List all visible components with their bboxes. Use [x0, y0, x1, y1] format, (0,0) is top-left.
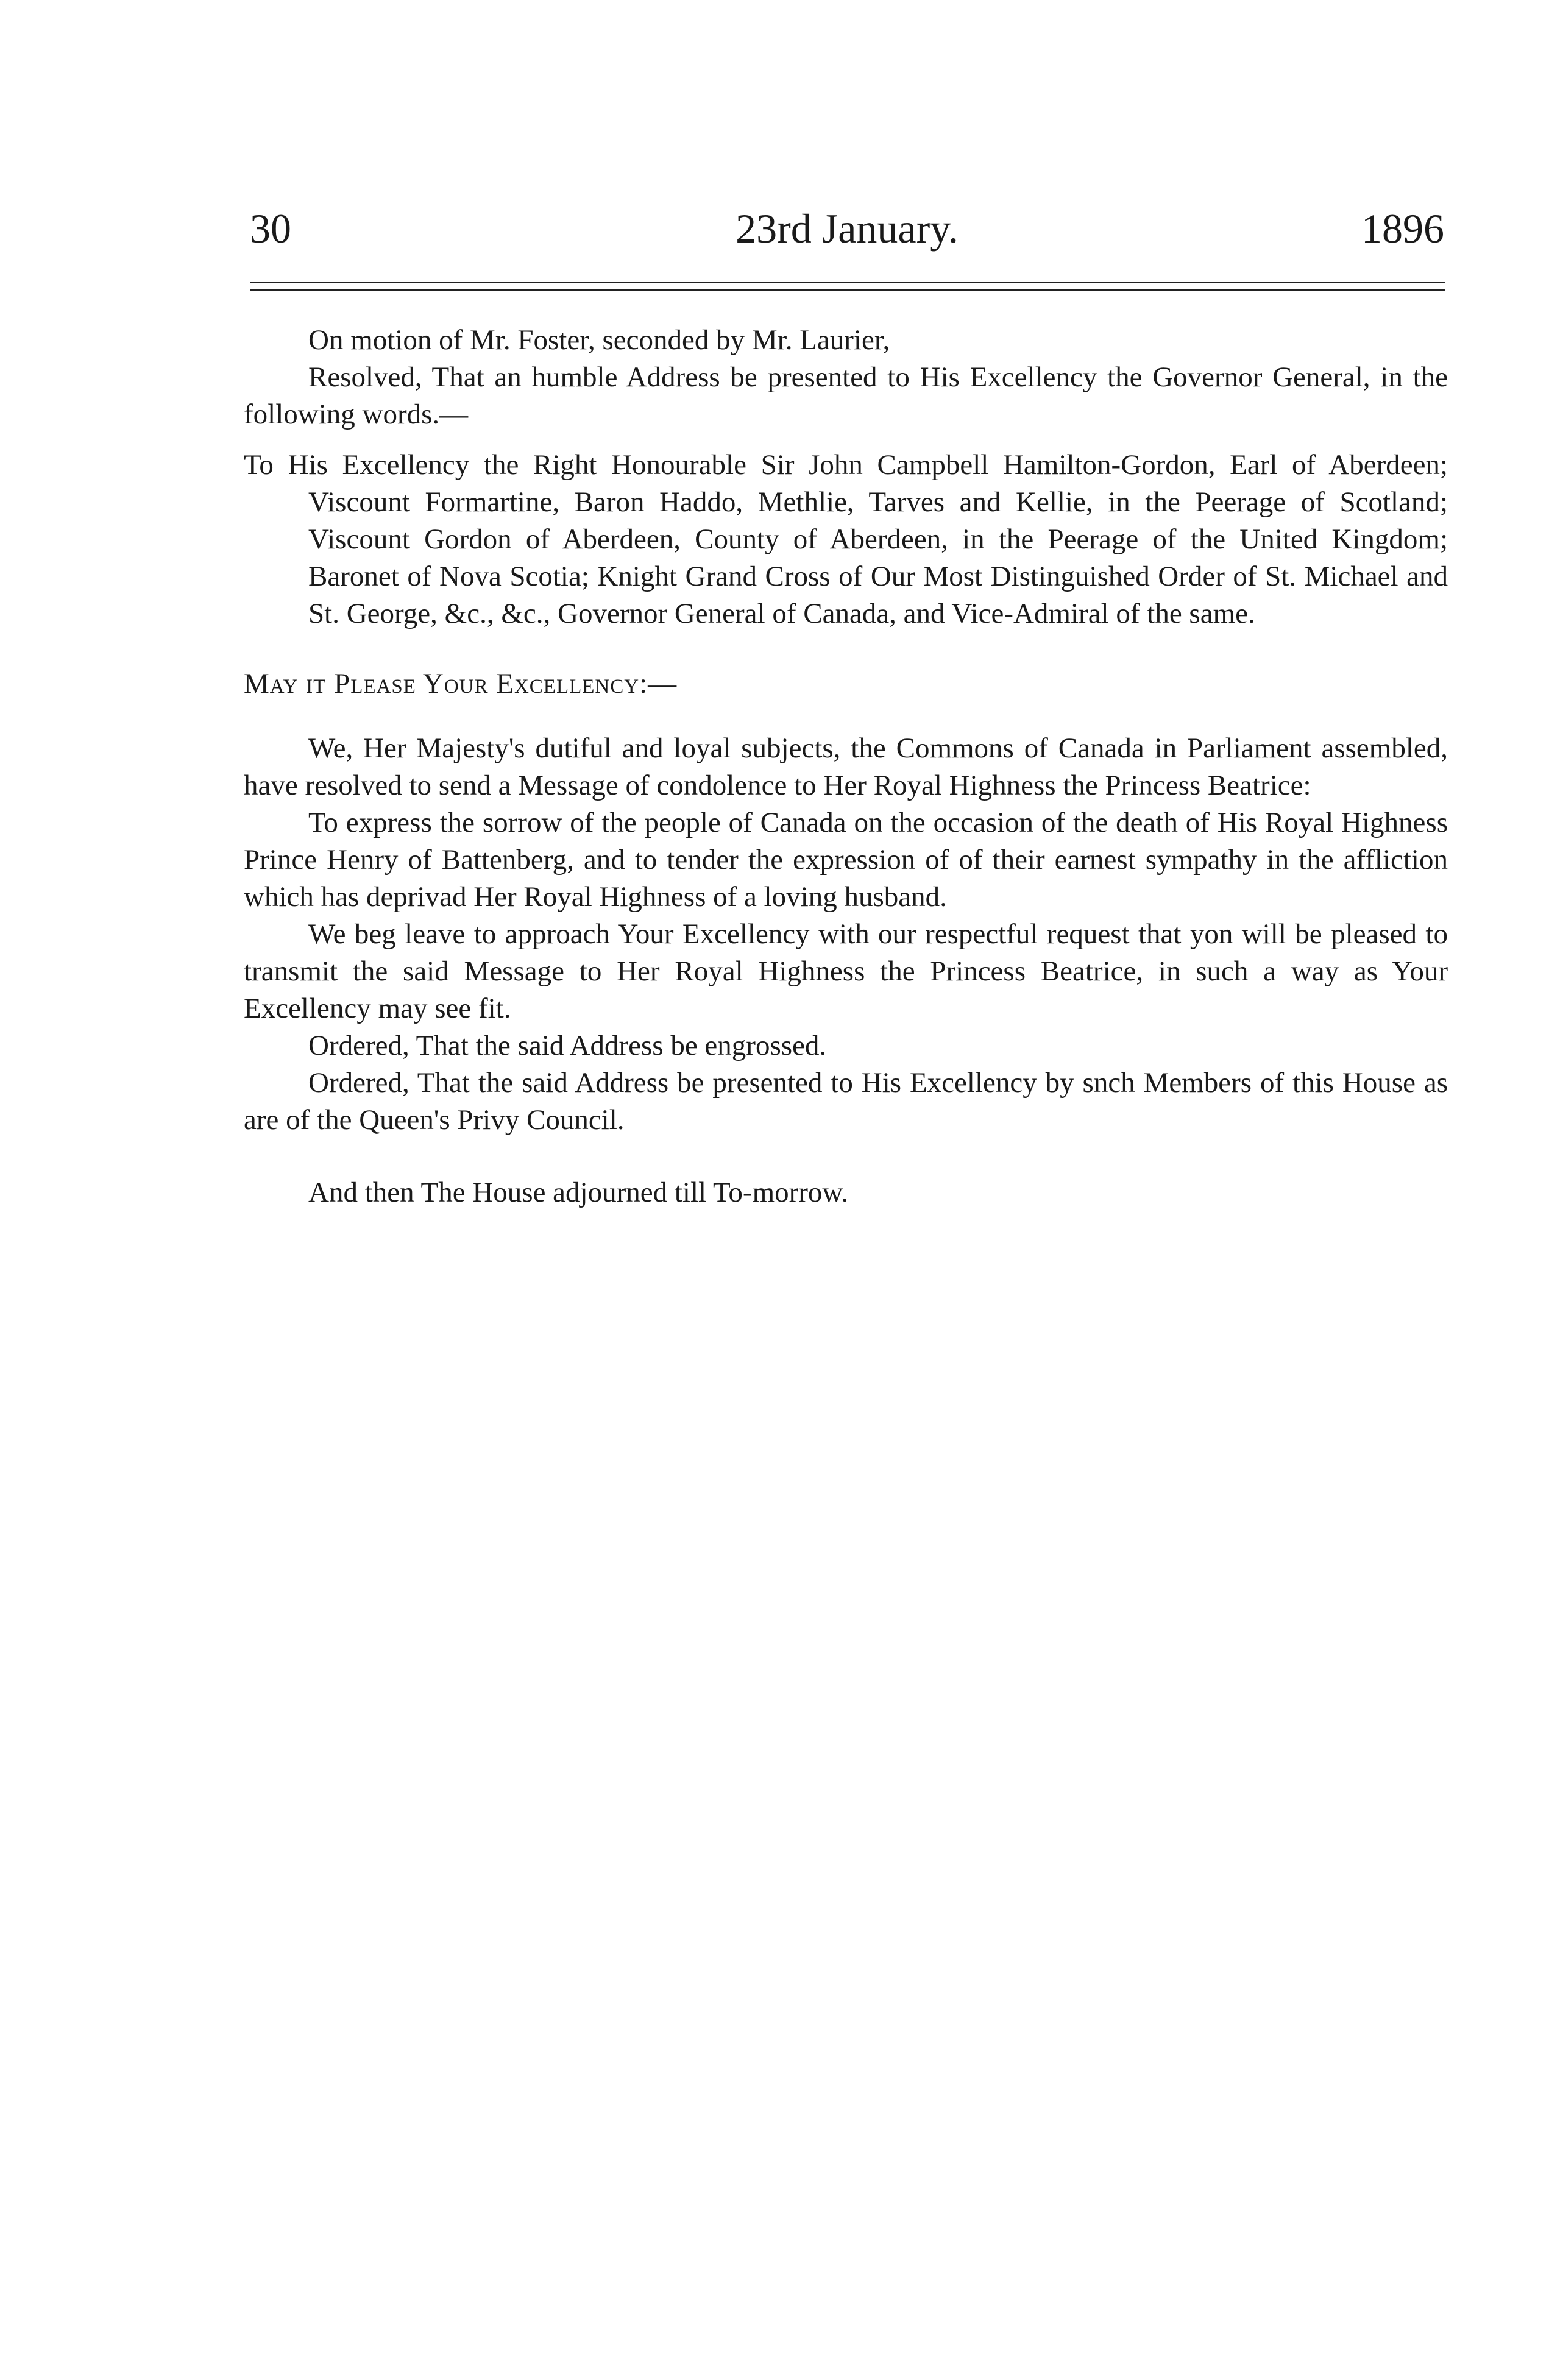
resolved-paragraph: Resolved, That an humble Address be presented to His Excellency the Governor General, in the following words.—	[244, 361, 1448, 430]
salutation-line: May it Please Your Excellency:—	[244, 668, 678, 699]
adjourned-paragraph: And then The House adjourned till To-morrow.	[308, 1177, 849, 1208]
page-number: 30	[250, 205, 291, 252]
page-header	[250, 201, 1444, 256]
header-rule-bottom	[250, 289, 1445, 291]
express-paragraph: To express the sorrow of the people of Canada on the occasion of the death of His Royal Highness Prince Henry of Battenberg, and to tender the expression of of their earnest sympathy in the affliction which has deprivad Her Royal Highness of a loving husband.	[244, 807, 1448, 913]
subjects-paragraph: We, Her Majesty's dutiful and loyal subjects, the Commons of Canada in Parliament assembled, have resolved to send a Message of condolence to Her Royal Highness the Princess Beatrice:	[244, 732, 1448, 801]
page-date: 23rd January.	[736, 205, 959, 252]
header-rule-top	[250, 282, 1445, 283]
ordered-engrossed-paragraph: Ordered, That the said Address be engrossed.	[308, 1030, 827, 1061]
page-year: 1896	[1361, 205, 1444, 252]
page-body	[244, 322, 1448, 1211]
address-to-paragraph: To His Excellency the Right Honourable Sir John Campbell Hamilton-Gordon, Earl of Aberdeen; Viscount Formartine, Baron Haddo, Methlie, Tarves and Kellie, in the Peerage of Scotland; Viscount Gordon of Aberdeen, County of Aberdeen, in the Peerage of the United Kingdom; Baronet of Nova Scotia; Knight Grand Cross of Our Most Distinguished Order of St. Michael and St. George, &c., &c., Governor General of Canada, and Vice-Admiral of the same.	[244, 449, 1448, 629]
ordered-presented-paragraph: Ordered, That the said Address be presented to His Excellency by snch Members of this House as are of the Queen's Privy Council.	[244, 1067, 1448, 1136]
beg-leave-paragraph: We beg leave to approach Your Excellency with our respectful request that yon will be pleased to transmit the said Message to Her Royal Highness the Princess Beatrice, in such a way as Your Excellency may see fit.	[244, 918, 1448, 1024]
motion-paragraph: On motion of Mr. Foster, seconded by Mr. Laurier,	[308, 324, 890, 356]
